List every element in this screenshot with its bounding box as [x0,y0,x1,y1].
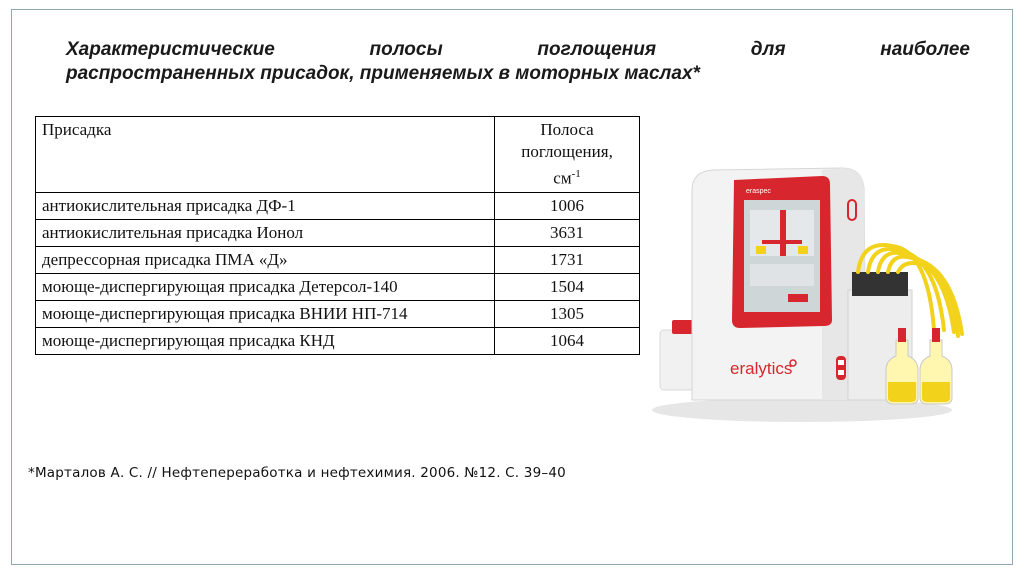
eralytics-logo: eralytics [730,359,793,378]
band-cell: 1504 [495,273,640,300]
band-cell: 1006 [495,192,640,219]
header-band-line2: поглощения, [521,142,613,161]
table-row [36,246,640,273]
additive-cell: моюще-диспергирующая присадка ВНИИ НП-714 [36,300,495,327]
additive-cell: моюще-диспергирующая присадка КНД [36,327,495,354]
band-cell: 1064 [495,327,640,354]
table-row [36,300,640,327]
title-line-2: распространенных присадок, применяемых в моторных маслах* [66,63,700,84]
header-band-unit: см [553,168,572,188]
model-label: eraspec [746,188,771,195]
band-cell: 1305 [495,300,640,327]
header-additive: Присадка [36,117,495,193]
title-line-1: Характеристические полосы поглощения для наиболее [66,39,970,60]
header-band-unit-sup: -1 [571,168,581,180]
table-row [36,327,640,354]
absorption-bands-table [35,116,640,355]
additive-cell: антиокислительная присадка Ионол [36,219,495,246]
table-row [36,273,640,300]
table-header-row [36,117,640,193]
band-cell: 1731 [495,246,640,273]
additive-cell: антиокислительная присадка ДФ-1 [36,192,495,219]
eraspec-analyzer-image [652,160,976,430]
header-band [495,117,640,193]
additive-cell: моюще-диспергирующая присадка Детерсол-140 [36,273,495,300]
additive-cell: депрессорная присадка ПМА «Д» [36,246,495,273]
header-band-line1: Полоса [540,120,594,139]
table-row [36,192,640,219]
band-cell: 3631 [495,219,640,246]
table-row [36,219,640,246]
slide-title [66,38,970,86]
footnote: *Марталов А. С. // Нефтепереработка и нефтехимия. 2006. №12. С. 39–40 [28,465,566,481]
